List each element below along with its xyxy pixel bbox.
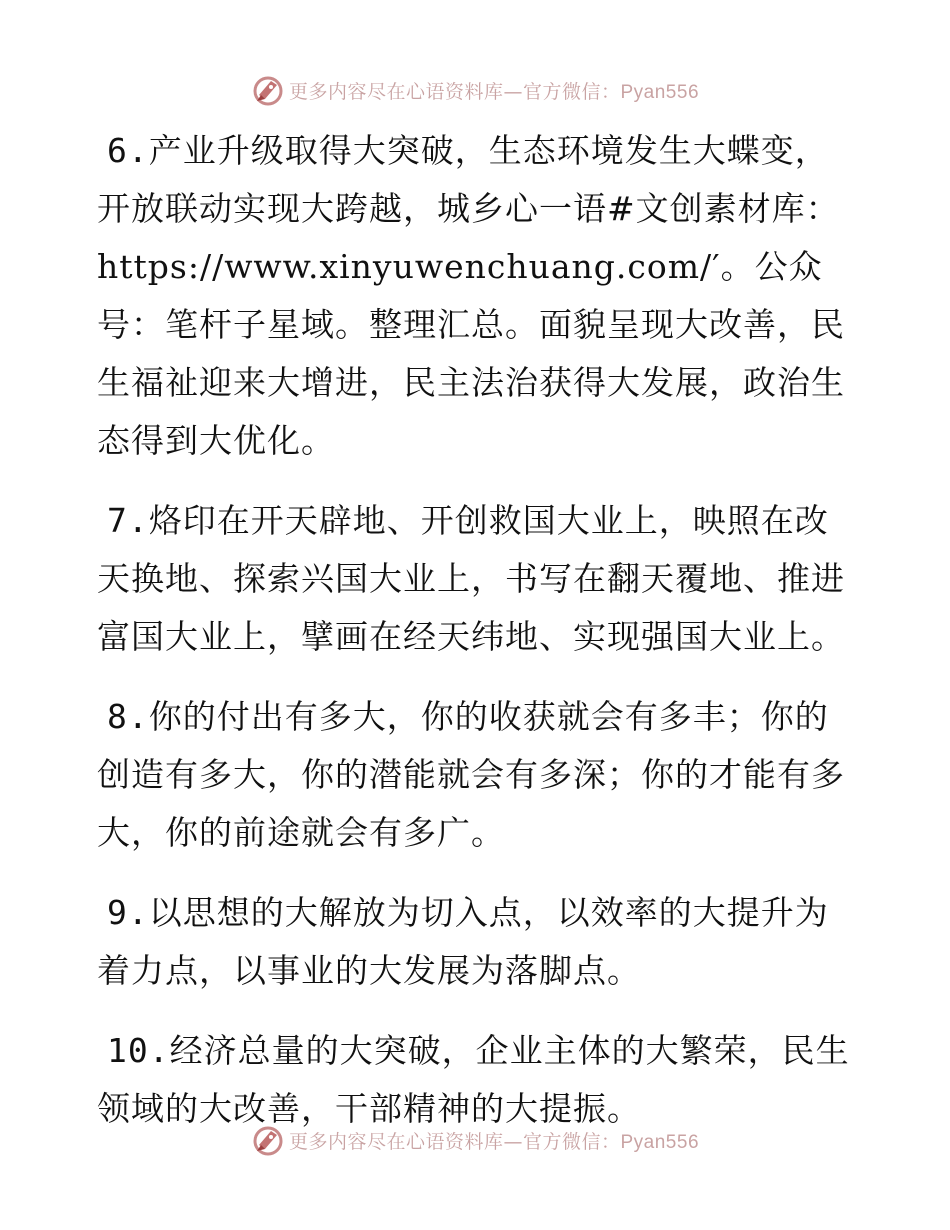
paragraph-number: 6.	[107, 131, 149, 170]
paragraph-text: 经济总量的大突破，企业主体的大繁荣，民生领域的大改善，干部精神的大提振。	[97, 1031, 850, 1128]
header-brand-text: 更多内容尽在心语资料库	[288, 80, 504, 103]
paragraph-text: 烙印在开天辟地、开创救国大业上，映照在改天换地、探索兴国大业上，书写在翻天覆地、推进富国大业上，擘画在经天纬地、实现强国大业上。	[97, 501, 845, 656]
paragraph-number: 8.	[107, 697, 149, 736]
footer-official-label: 官方微信：	[522, 1130, 621, 1153]
paragraph-7	[97, 492, 857, 666]
paragraph-8	[97, 688, 857, 862]
header-official-label: 官方微信：	[522, 80, 621, 103]
paragraph-number: 10.	[107, 1031, 170, 1070]
header-wechat-id: Pyan556	[620, 81, 700, 103]
paragraph-9	[97, 884, 857, 1000]
footer-watermark-banner	[0, 1120, 950, 1160]
paragraph-text: 产业升级取得大突破，生态环境发生大蝶变，开放联动实现大跨越，城乡心一语#文创素材库：https://www.xinyuwenchuang.com/′。公众号：笔杆子星域。整理汇总。面貌呈现大改善，民生福祉迎来大增进，民主法治获得大发展，政治生态得到大优化。	[97, 131, 845, 460]
document-body	[97, 122, 857, 1160]
pen-nib-logo-icon	[251, 73, 285, 107]
paragraph-number: 9.	[107, 893, 149, 932]
footer-wechat-id: Pyan556	[620, 1131, 700, 1153]
header-banner-inner	[251, 73, 699, 107]
paragraph-text: 以思想的大解放为切入点，以效率的大提升为着力点，以事业的大发展为落脚点。	[97, 893, 829, 990]
footer-banner-text	[289, 1127, 699, 1154]
paragraph-6	[97, 122, 857, 470]
paragraph-number: 7.	[107, 501, 149, 540]
header-banner-text	[289, 77, 699, 104]
footer-dash: —	[503, 1130, 523, 1153]
header-watermark-banner	[0, 70, 950, 110]
footer-brand-text: 更多内容尽在心语资料库	[288, 1130, 504, 1153]
header-dash: —	[503, 80, 523, 103]
footer-banner-inner	[251, 1123, 699, 1157]
paragraph-text: 你的付出有多大，你的收获就会有多丰；你的创造有多大，你的潜能就会有多深；你的才能有多大，你的前途就会有多广。	[97, 697, 845, 852]
pen-nib-logo-icon	[251, 1123, 285, 1157]
